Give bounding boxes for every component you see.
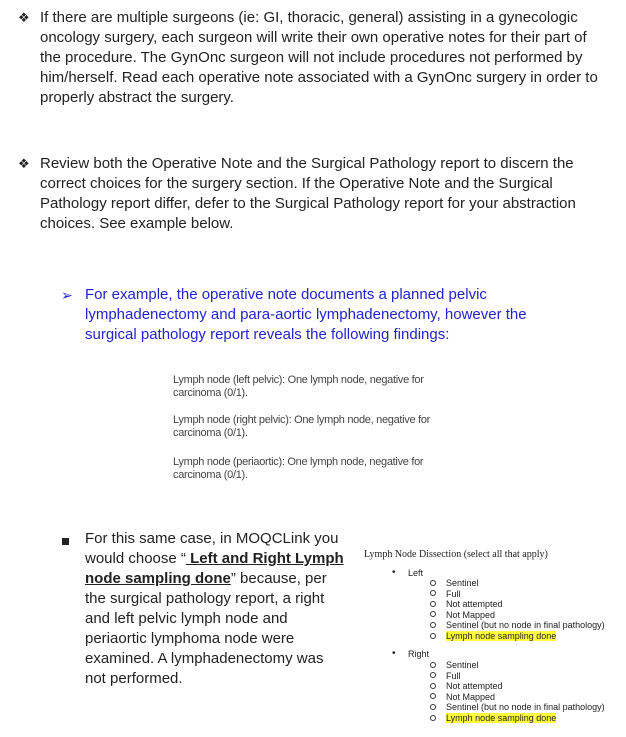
left-option-not-mapped[interactable]: Not Mapped bbox=[430, 610, 605, 621]
arrow-bullet-icon: ➢ bbox=[61, 287, 73, 303]
radio-circle-icon bbox=[430, 633, 436, 639]
right-option-not-mapped[interactable]: Not Mapped bbox=[430, 692, 605, 703]
pathology-finding-right-pelvic: Lymph node (right pelvic): One lymph node, negative for carcinoma (0/1). bbox=[173, 414, 431, 439]
radio-circle-icon bbox=[430, 611, 436, 617]
moqclink-choice-paragraph bbox=[85, 529, 347, 689]
square-bullet-icon bbox=[62, 538, 69, 545]
radio-circle-icon bbox=[430, 693, 436, 699]
radio-circle-icon bbox=[430, 590, 436, 596]
diamond-bullet-icon: ❖ bbox=[18, 156, 30, 171]
left-option-full[interactable]: Full bbox=[430, 589, 605, 600]
right-option-full[interactable]: Full bbox=[430, 671, 605, 682]
left-option-sentinel[interactable]: Sentinel bbox=[430, 578, 605, 589]
radio-circle-icon bbox=[430, 672, 436, 678]
right-option-sentinel[interactable]: Sentinel bbox=[430, 660, 605, 671]
multiple-surgeons-paragraph: If there are multiple surgeons (ie: GI, thoracic, general) assisting in a gynecologic oncology surgery, each surgeon will write their own operative notes for their part of the procedure. The GynOnc surgeon will not include procedures not performed by him/herself. Read each operative note associated with a GynOnc surgery in order to properly abstract the surgery. bbox=[40, 9, 598, 106]
left-options-list bbox=[430, 578, 605, 642]
radio-circle-icon bbox=[430, 580, 436, 586]
radio-circle-icon bbox=[430, 683, 436, 689]
left-bullet-icon: • bbox=[392, 567, 396, 578]
choice-text-post: ” because, per the surgical pathology report, a right and left pelvic lymph node and periaortic lymphoma node were examined. A lymphadenectomy was not performed. bbox=[85, 570, 327, 687]
right-option-not-attempted[interactable]: Not attempted bbox=[430, 681, 605, 692]
right-option-sampling-done[interactable]: Lymph node sampling done bbox=[430, 713, 605, 724]
radio-circle-icon bbox=[430, 622, 436, 628]
lymph-node-dissection-title: Lymph Node Dissection (select all that apply) bbox=[364, 549, 548, 560]
right-option-sentinel-no-node[interactable]: Sentinel (but no node in final pathology) bbox=[430, 702, 605, 713]
pathology-finding-periaortic: Lymph node (periaortic): One lymph node, negative for carcinoma (0/1). bbox=[173, 456, 424, 481]
right-bullet-icon: • bbox=[392, 648, 396, 659]
right-options-list bbox=[430, 660, 605, 724]
example-paragraph: For example, the operative note documents a planned pelvic lymphadenectomy and para-aortic lymphadenectomy, however the surgical pathology report reveals the following findings: bbox=[85, 286, 527, 343]
left-option-sentinel-no-node[interactable]: Sentinel (but no node in final pathology) bbox=[430, 620, 605, 631]
diamond-bullet-icon: ❖ bbox=[18, 10, 30, 25]
pathology-finding-left-pelvic: Lymph node (left pelvic): One lymph node, negative for carcinoma (0/1). bbox=[173, 374, 424, 399]
radio-circle-icon bbox=[430, 704, 436, 710]
radio-circle-icon bbox=[430, 715, 436, 721]
choice-text-pre: For this same case, in MOQCLink you would choose “ bbox=[85, 530, 339, 567]
left-label: Left bbox=[408, 568, 424, 578]
radio-circle-icon bbox=[430, 662, 436, 668]
left-option-not-attempted[interactable]: Not attempted bbox=[430, 599, 605, 610]
left-option-sampling-done[interactable]: Lymph node sampling done bbox=[430, 631, 605, 642]
radio-circle-icon bbox=[430, 601, 436, 607]
choice-emphasis: Left and Right Lymph node sampling done bbox=[85, 550, 344, 587]
right-label: Right bbox=[408, 649, 430, 659]
review-reports-paragraph: Review both the Operative Note and the Surgical Pathology report to discern the correct choices for the surgery section. If the Operative Note and the Surgical Pathology report differ, defer to the Surgical Pathology report for your abstraction choices. See example below. bbox=[40, 155, 576, 232]
